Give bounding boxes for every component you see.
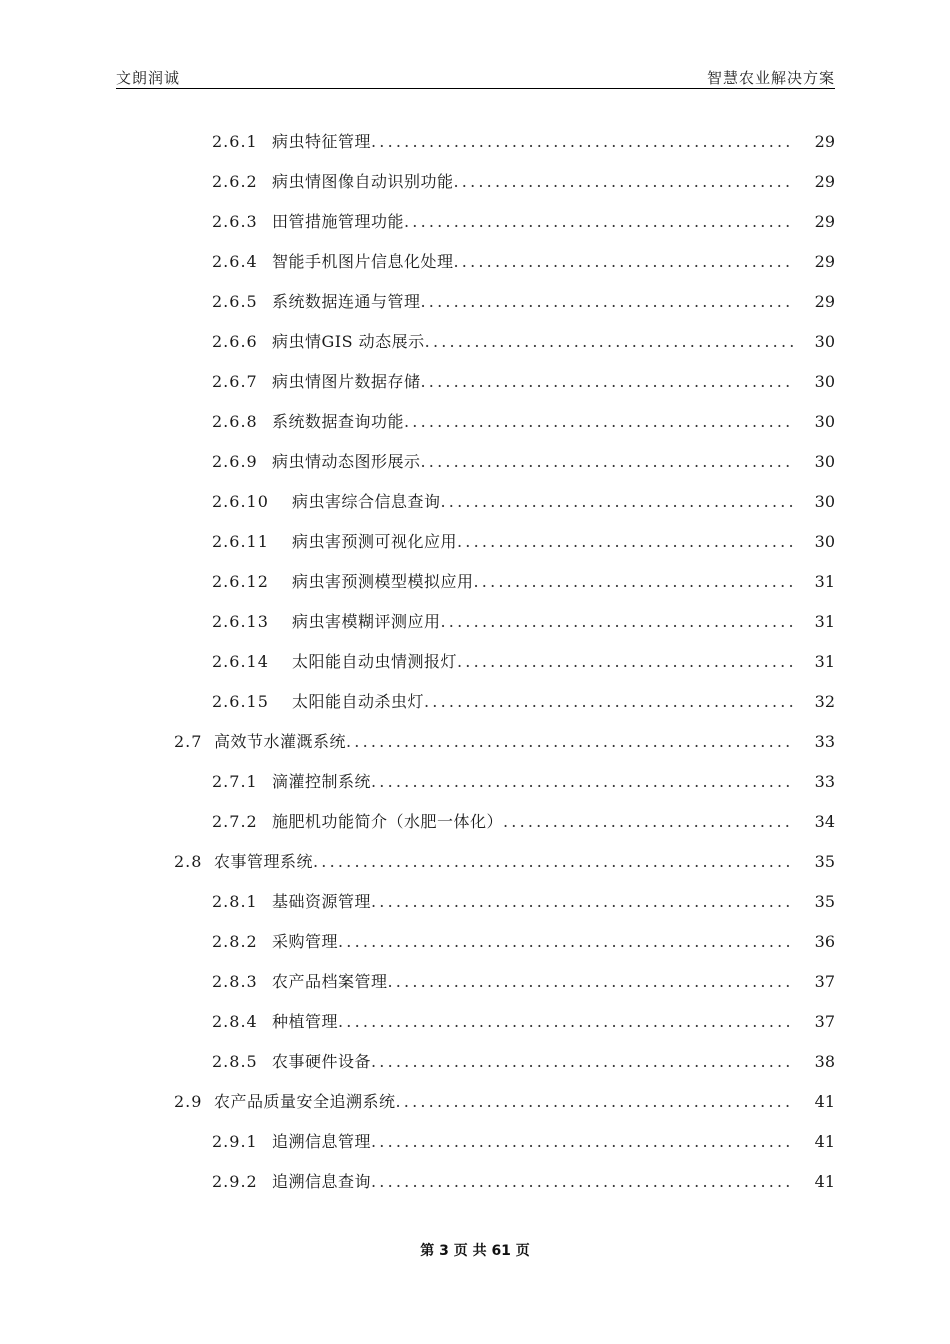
toc-entry-page-number: 30	[814, 492, 835, 511]
toc-entry-title: 病虫情GIS 动态展示	[272, 332, 425, 351]
toc-entry[interactable]	[0, 1002, 950, 1042]
toc-entry-page-number: 30	[814, 332, 835, 351]
toc-entry-title: 病虫特征管理	[272, 132, 372, 151]
toc-entry[interactable]	[0, 1042, 950, 1082]
toc-entry[interactable]	[0, 482, 950, 522]
toc-entry-title: 病虫情图像自动识别功能	[272, 172, 454, 191]
toc-entry-text	[212, 924, 794, 960]
toc-entry-number: 2.8.1	[212, 892, 258, 911]
toc-entry-title: 种植管理	[272, 1012, 339, 1031]
toc-entry-page-number: 30	[814, 532, 835, 551]
toc-entry-page-number: 33	[814, 772, 835, 791]
toc-entry[interactable]	[0, 242, 950, 282]
toc-entry-number: 2.6.3	[212, 212, 258, 231]
toc-dot-leader	[396, 1084, 794, 1120]
toc-entry[interactable]	[0, 922, 950, 962]
toc-dot-leader	[424, 684, 794, 720]
toc-entry-number: 2.6.11	[212, 532, 269, 551]
toc-entry-page-number: 41	[814, 1092, 835, 1111]
toc-entry-title: 病虫害模糊评测应用	[292, 612, 441, 631]
toc-entry-number: 2.6.4	[212, 252, 258, 271]
toc-entry-title: 追溯信息查询	[272, 1172, 372, 1191]
toc-entry-number: 2.6.5	[212, 292, 258, 311]
toc-entry-page-number: 37	[814, 972, 835, 991]
toc-entry-title: 追溯信息管理	[272, 1132, 372, 1151]
toc-dot-leader	[338, 924, 794, 960]
toc-entry-text	[212, 1004, 794, 1040]
toc-entry-title: 病虫害综合信息查询	[292, 492, 441, 511]
header-company-name: 文朗润诚	[116, 69, 181, 87]
toc-dot-leader	[371, 1164, 794, 1200]
toc-entry-page-number: 29	[814, 212, 835, 231]
toc-dot-leader	[425, 324, 794, 360]
toc-entry-page-number: 29	[814, 252, 835, 271]
toc-entry[interactable]	[0, 602, 950, 642]
toc-dot-leader	[371, 124, 794, 160]
toc-entry-title: 病虫害预测模型模拟应用	[292, 572, 474, 591]
toc-entry[interactable]	[0, 722, 950, 762]
toc-entry-page-number: 30	[814, 372, 835, 391]
toc-dot-leader	[404, 404, 794, 440]
toc-entry-number: 2.8.2	[212, 932, 258, 951]
toc-dot-leader	[454, 164, 794, 200]
toc-entry-title: 病虫情动态图形展示	[272, 452, 421, 471]
toc-entry-title: 太阳能自动虫情测报灯	[292, 652, 458, 671]
toc-entry-number: 2.6.13	[212, 612, 269, 631]
toc-dot-leader	[388, 964, 794, 1000]
toc-entry[interactable]	[0, 882, 950, 922]
toc-entry-number: 2.8	[174, 852, 203, 871]
toc-dot-leader	[454, 244, 794, 280]
toc-entry-page-number: 30	[814, 452, 835, 471]
toc-dot-leader	[441, 604, 794, 640]
toc-dot-leader	[371, 1044, 794, 1080]
toc-dot-leader	[371, 1124, 794, 1160]
toc-entry-title: 农产品档案管理	[272, 972, 388, 991]
toc-dot-leader	[421, 284, 794, 320]
toc-entry-page-number: 31	[814, 652, 835, 671]
toc-entry[interactable]	[0, 962, 950, 1002]
toc-entry-title: 农事硬件设备	[272, 1052, 372, 1071]
toc-entry-text	[212, 964, 794, 1000]
toc-entry-number: 2.7	[174, 732, 203, 751]
toc-entry[interactable]	[0, 522, 950, 562]
toc-entry-text	[174, 844, 794, 880]
toc-entry[interactable]	[0, 642, 950, 682]
toc-entry[interactable]	[0, 842, 950, 882]
toc-entry-number: 2.6.15	[212, 692, 269, 711]
toc-entry-title: 太阳能自动杀虫灯	[292, 692, 425, 711]
toc-dot-leader	[346, 724, 794, 760]
toc-dot-leader	[503, 804, 794, 840]
toc-entry-page-number: 31	[814, 612, 835, 631]
toc-entry[interactable]	[0, 122, 950, 162]
toc-entry-page-number: 34	[814, 812, 835, 831]
toc-entry-text	[212, 284, 794, 320]
toc-entry[interactable]	[0, 402, 950, 442]
toc-entry-text	[212, 1124, 794, 1160]
toc-entry-number: 2.6.8	[212, 412, 258, 431]
toc-dot-leader	[338, 1004, 794, 1040]
table-of-contents	[0, 122, 950, 1202]
toc-entry-text	[212, 204, 794, 240]
toc-entry[interactable]	[0, 442, 950, 482]
toc-entry-text	[212, 804, 794, 840]
toc-entry-number: 2.6.2	[212, 172, 258, 191]
toc-dot-leader	[474, 564, 794, 600]
toc-entry-number: 2.6.10	[212, 492, 269, 511]
toc-entry-text	[212, 684, 794, 720]
toc-entry-page-number: 36	[814, 932, 835, 951]
toc-entry-title: 基础资源管理	[272, 892, 372, 911]
toc-dot-leader	[371, 884, 794, 920]
toc-entry-title: 滴灌控制系统	[272, 772, 372, 791]
toc-entry[interactable]	[0, 802, 950, 842]
toc-entry[interactable]	[0, 202, 950, 242]
toc-entry-number: 2.6.6	[212, 332, 258, 351]
toc-entry-number: 2.7.1	[212, 772, 258, 791]
toc-entry-title: 采购管理	[272, 932, 339, 951]
toc-entry-number: 2.6.14	[212, 652, 269, 671]
toc-entry-page-number: 33	[814, 732, 835, 751]
toc-entry-text	[212, 1044, 794, 1080]
toc-dot-leader	[441, 484, 794, 520]
toc-entry-text	[174, 1084, 794, 1120]
toc-dot-leader	[421, 364, 794, 400]
toc-entry-page-number: 30	[814, 412, 835, 431]
toc-entry[interactable]	[0, 1122, 950, 1162]
toc-entry-text	[212, 564, 794, 600]
toc-entry-number: 2.9.2	[212, 1172, 258, 1191]
toc-entry-text	[174, 724, 794, 760]
toc-dot-leader	[457, 644, 794, 680]
header-document-title: 智慧农业解决方案	[706, 69, 835, 87]
toc-entry-page-number: 35	[814, 852, 835, 871]
toc-dot-leader	[457, 524, 794, 560]
toc-entry-number: 2.6.9	[212, 452, 258, 471]
toc-entry-title: 病虫害预测可视化应用	[292, 532, 458, 551]
toc-entry-text	[212, 444, 794, 480]
toc-entry-page-number: 29	[814, 132, 835, 151]
toc-dot-leader	[421, 444, 794, 480]
toc-entry-number: 2.9	[174, 1092, 203, 1111]
toc-entry-text	[212, 764, 794, 800]
toc-entry-text	[212, 124, 794, 160]
toc-dot-leader	[371, 764, 794, 800]
toc-entry-text	[212, 524, 794, 560]
toc-entry-text	[212, 644, 794, 680]
toc-entry-text	[212, 1164, 794, 1200]
toc-entry-page-number: 41	[814, 1172, 835, 1191]
toc-entry-page-number: 38	[814, 1052, 835, 1071]
toc-entry-number: 2.8.5	[212, 1052, 258, 1071]
toc-entry-title: 病虫情图片数据存储	[272, 372, 421, 391]
toc-entry[interactable]	[0, 282, 950, 322]
toc-dot-leader	[313, 844, 794, 880]
toc-entry-text	[212, 484, 794, 520]
toc-entry-title: 系统数据连通与管理	[272, 292, 421, 311]
toc-entry[interactable]	[0, 1162, 950, 1202]
toc-entry-number: 2.6.7	[212, 372, 258, 391]
page-number-footer: 第 3 页 共 61 页	[420, 1243, 530, 1259]
toc-entry-page-number: 41	[814, 1132, 835, 1151]
toc-entry-text	[212, 364, 794, 400]
toc-entry[interactable]	[0, 762, 950, 802]
toc-dot-leader	[404, 204, 794, 240]
toc-entry[interactable]	[0, 162, 950, 202]
toc-entry-text	[212, 604, 794, 640]
toc-entry-text	[212, 244, 794, 280]
toc-entry-title: 施肥机功能简介（水肥一体化）	[272, 812, 504, 831]
toc-entry-page-number: 31	[814, 572, 835, 591]
toc-entry-number: 2.8.3	[212, 972, 258, 991]
toc-entry-title: 农产品质量安全追溯系统	[214, 1092, 396, 1111]
toc-entry-page-number: 32	[814, 692, 835, 711]
toc-entry-title: 农事管理系统	[214, 852, 314, 871]
toc-entry-number: 2.6.12	[212, 572, 269, 591]
toc-entry-title: 系统数据查询功能	[272, 412, 405, 431]
toc-entry-title: 智能手机图片信息化处理	[272, 252, 454, 271]
toc-entry-text	[212, 404, 794, 440]
toc-entry[interactable]	[0, 682, 950, 722]
toc-entry-title: 田管措施管理功能	[272, 212, 405, 231]
toc-entry-page-number: 35	[814, 892, 835, 911]
toc-entry-text	[212, 324, 794, 360]
toc-entry-title: 高效节水灌溉系统	[214, 732, 347, 751]
page-header	[116, 64, 835, 89]
toc-entry-page-number: 37	[814, 1012, 835, 1031]
toc-entry[interactable]	[0, 1082, 950, 1122]
toc-entry-page-number: 29	[814, 292, 835, 311]
toc-entry-page-number: 29	[814, 172, 835, 191]
toc-entry[interactable]	[0, 362, 950, 402]
toc-entry-number: 2.9.1	[212, 1132, 258, 1151]
toc-entry[interactable]	[0, 562, 950, 602]
toc-entry-text	[212, 884, 794, 920]
toc-entry-number: 2.8.4	[212, 1012, 258, 1031]
toc-entry-number: 2.7.2	[212, 812, 258, 831]
toc-entry-number: 2.6.1	[212, 132, 258, 151]
toc-entry-text	[212, 164, 794, 200]
toc-entry[interactable]	[0, 322, 950, 362]
